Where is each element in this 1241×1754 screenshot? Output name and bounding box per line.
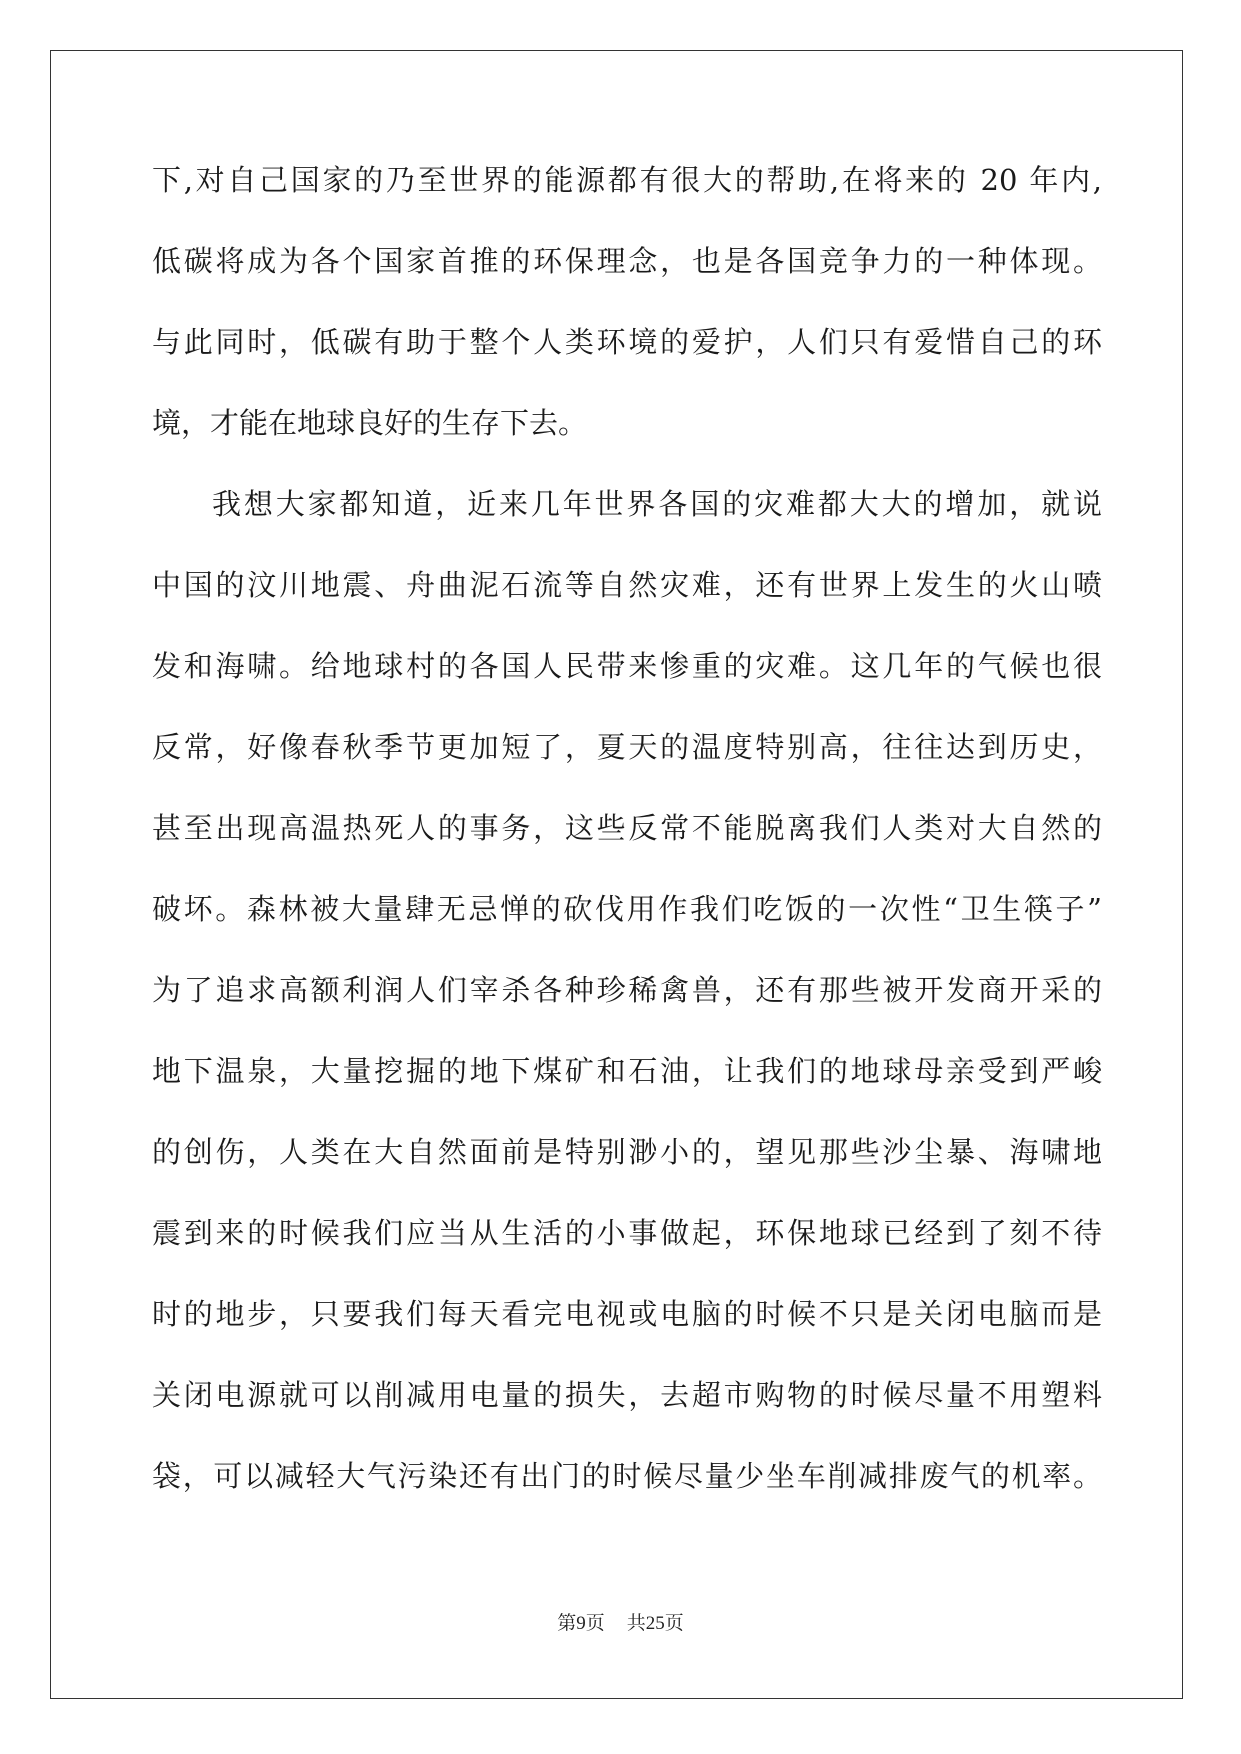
text-line: 我想大家都知道，近来几年世界各国的灾难都大大的增加，就说 (212, 487, 1102, 521)
text-line: 破坏。森林被大量肆无忌惮的砍伐用作我们吃饭的一次性“卫生筷子” (152, 892, 1102, 926)
text-line: 中国的汶川地震、舟曲泥石流等自然灾难，还有世界上发生的火山喷 (152, 568, 1102, 602)
page-prefix: 第 (557, 1612, 577, 1634)
text-line: 甚至出现高温热死人的事务，这些反常不能脱离我们人类对大自然的 (152, 811, 1102, 845)
text-line: 低碳将成为各个国家首推的环保理念，也是各国竞争力的一种体现。 (152, 244, 1102, 278)
page-number: 9 (576, 1613, 586, 1634)
text-line: 地下温泉，大量挖掘的地下煤矿和石油，让我们的地球母亲受到严峻 (152, 1054, 1102, 1088)
total-suffix: 页 (664, 1612, 684, 1634)
total-pages: 25 (645, 1613, 665, 1634)
text-line: 袋，可以减轻大气污染还有出门的时候尽量少坐车削减排废气的机率。 (152, 1459, 1102, 1493)
total-prefix: 共 (626, 1612, 646, 1634)
document-body (152, 160, 1102, 1537)
text-line: 境，才能在地球良好的生存下去。 (152, 406, 588, 440)
text-line: 为了追求高额利润人们宰杀各种珍稀禽兽，还有那些被开发商开采的 (152, 973, 1102, 1007)
text-line: 反常，好像春秋季节更加短了，夏天的温度特别高，往往达到历史， (152, 730, 1102, 764)
text-line: 关闭电源就可以削减用电量的损失，去超市购物的时候尽量不用塑料 (152, 1378, 1102, 1412)
text-line: 下,对自己国家的乃至世界的能源都有很大的帮助,在将来的 20 年内, (152, 163, 1102, 197)
text-line: 与此同时，低碳有助于整个人类环境的爱护，人们只有爱惜自己的环 (152, 325, 1102, 359)
page-footer (0, 1611, 1241, 1636)
text-line: 发和海啸。给地球村的各国人民带来惨重的灾难。这几年的气候也很 (152, 649, 1102, 683)
text-line: 的创伤，人类在大自然面前是特别渺小的，望见那些沙尘暴、海啸地 (152, 1135, 1102, 1169)
text-line: 震到来的时候我们应当从生活的小事做起，环保地球已经到了刻不待 (152, 1216, 1102, 1250)
page-suffix: 页 (585, 1612, 605, 1634)
text-line: 时的地步，只要我们每天看完电视或电脑的时候不只是关闭电脑而是 (152, 1297, 1102, 1331)
